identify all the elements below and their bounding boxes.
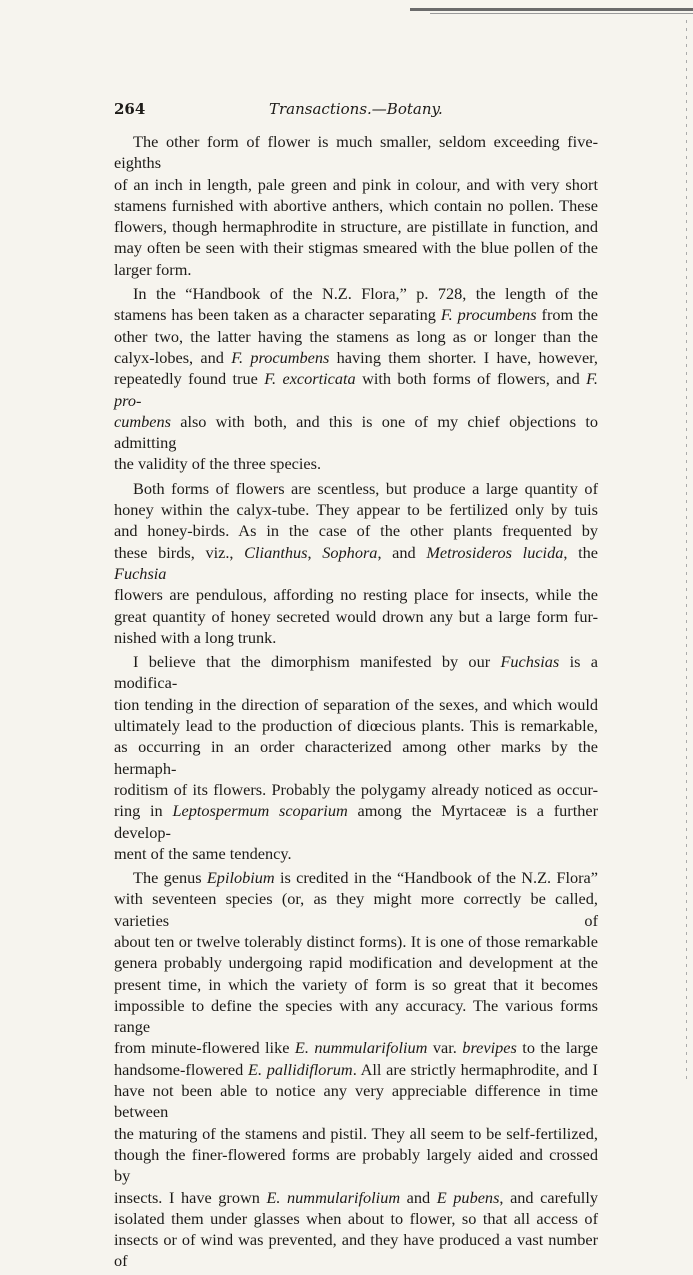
paragraph [114, 478, 598, 648]
text-line: ultimately lead to the production of diœcious plants. This is remarkable, [114, 716, 598, 736]
text-line: In the “Handbook of the N.Z. Flora,” p. 728, the length of the [133, 284, 598, 304]
running-head: Transactions.—Botany. [269, 100, 443, 118]
text-line: flowers, though hermaphrodite in structure, are pistillate in function, and [114, 217, 598, 237]
text-line: other two, the latter having the stamens as long as or longer than the [114, 326, 598, 346]
text-line: nished with a long trunk. [114, 627, 277, 647]
text-line: may often be seen with their stigmas smeared with the blue pollen of the [114, 238, 598, 258]
text-line: stamens furnished with abortive anthers, which contain no pollen. These [114, 195, 598, 215]
text-line: I believe that the dimorphism manifested by our Fuchsias is a modifica- [114, 652, 599, 693]
paragraph [114, 283, 598, 475]
text-line: have not been able to notice any very appreciable difference in time between [114, 1081, 598, 1122]
text-line: isolated them under glasses when about to flower, so that all access of [114, 1208, 598, 1228]
text-line: present time, in which the variety of form is so great that it becomes [114, 974, 598, 994]
text-line: the maturing of the stamens and pistil. They all seem to be self-fertilized, [114, 1123, 598, 1143]
paragraph [114, 651, 598, 864]
text-line: honey within the calyx-tube. They appear to be fertilized only by tuis [114, 500, 598, 520]
text-line: stamens has been taken as a character separating F. procumbens from the [114, 305, 598, 325]
text-line: great quantity of honey secreted would drown any but a large form fur- [114, 606, 598, 626]
text-line: about ten or twelve tolerably distinct forms). It is one of those remarkable [114, 931, 598, 951]
text-line: from minute-flowered like E. nummularifolium var. brevipes to the large [114, 1038, 598, 1058]
text-line: of an inch in length, pale green and pink in colour, and with very short [114, 174, 598, 194]
text-line: though the finer-flowered forms are probably largely aided and crossed by [114, 1144, 598, 1186]
text-line: insects or of wind was prevented, and they have produced a vast number of [114, 1230, 598, 1271]
text-line: ring in Leptospermum scoparium among the Myrtaceæ is a further develop- [114, 801, 599, 842]
text-line: cumbens also with both, and this is one of my chief objections to admitting [114, 411, 598, 453]
text-line: The genus Epilobium is credited in the “Handbook of the N.Z. Flora” [133, 868, 599, 888]
paragraph [114, 131, 598, 280]
paragraph [114, 867, 598, 1272]
text-line: flowers are pendulous, affording no resting place for insects, while the [114, 585, 598, 605]
page-edge-marks [686, 20, 687, 1080]
text-line: ment of the same tendency. [114, 843, 292, 863]
text-line: roditism of its flowers. Probably the polygamy already noticed as occur- [114, 779, 598, 799]
text-line: as occurring in an order characterized among other marks by the hermaph- [114, 737, 598, 778]
text-line: impossible to define the species with any accuracy. The various forms range [114, 995, 598, 1037]
scan-edge-rule [410, 8, 693, 11]
page-header [114, 100, 598, 120]
text-line: calyx-lobes, and F. procumbens having them shorter. I have, however, [114, 347, 599, 367]
text-line: Both forms of flowers are scentless, but produce a large quantity of [133, 478, 598, 498]
text-line: repeatedly found true F. excorticata with both forms of flowers, and F. pro- [114, 369, 598, 410]
scan-edge-rule-thin [430, 13, 693, 14]
page-number: 264 [114, 100, 146, 118]
body-text [114, 131, 598, 1275]
text-line: the validity of the three species. [114, 454, 322, 474]
text-line: and honey-birds. As in the case of the other plants frequented by [114, 521, 598, 541]
text-line: insects. I have grown E. nummularifolium and E pubens, and carefully [114, 1187, 598, 1207]
text-line: these birds, viz., Clianthus, Sophora, and Metrosideros lucida, the Fuchsia [114, 542, 599, 583]
text-line: larger form. [114, 259, 192, 279]
text-line: handsome-flowered E. pallidiflorum. All are strictly hermaphrodite, and I [114, 1059, 598, 1079]
text-line: with seventeen species (or, as they might more correctly be called, varieties of [114, 889, 598, 930]
text-line: tion tending in the direction of separation of the sexes, and which would [114, 694, 598, 714]
text-line: genera probably undergoing rapid modification and development at the [114, 953, 598, 973]
text-line: The other form of flower is much smaller, seldom exceeding five-eighths [114, 132, 598, 173]
